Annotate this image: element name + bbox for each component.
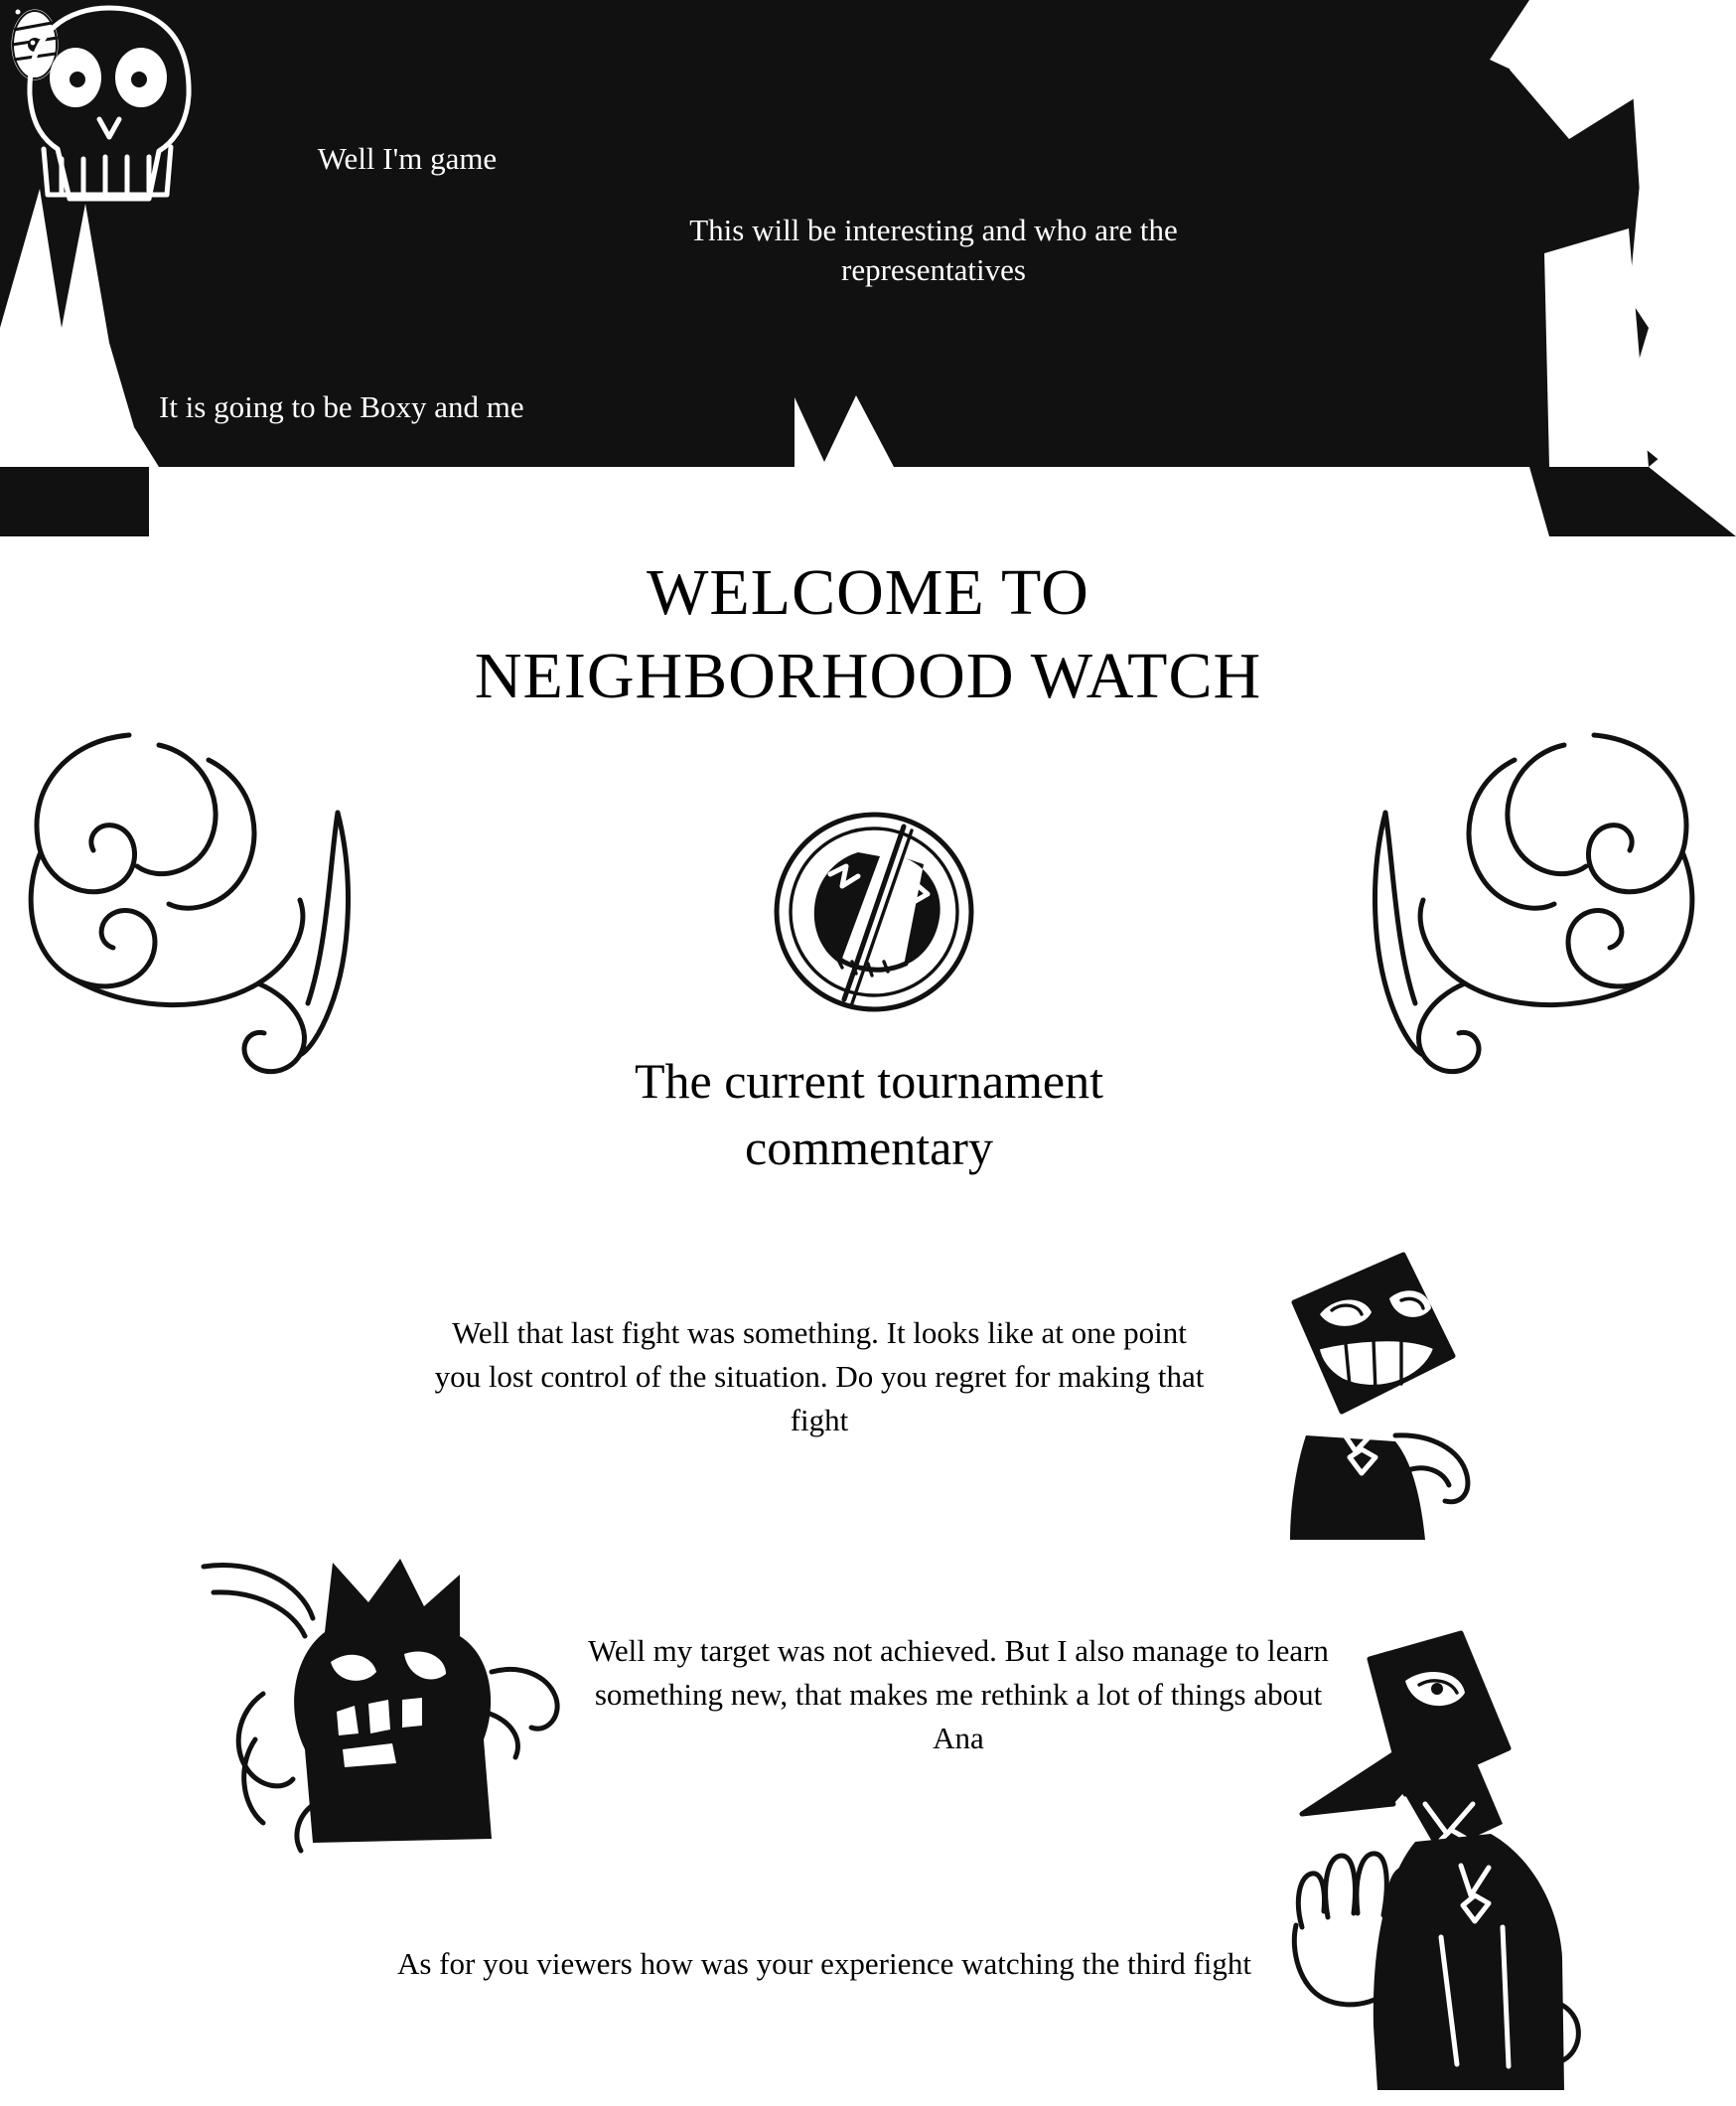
title-line-1: WELCOME TO	[647, 556, 1089, 629]
ink-swirl-flourish-right	[1281, 715, 1718, 1113]
skull-icon	[0, 0, 218, 219]
page-title	[0, 551, 1736, 719]
top-line-2: This will be interesting and who are the representatives	[689, 213, 1178, 287]
dialogue-line-3: As for you viewers how was your experience watching the third fight	[396, 1946, 1251, 1981]
shadow-skull-character	[194, 1545, 591, 1863]
ink-swirl-flourish-left	[10, 715, 437, 1113]
top-dialogue-panel	[0, 0, 1736, 536]
beaked-plague-character	[1266, 1629, 1584, 2096]
jester-mask-character	[1246, 1237, 1495, 1545]
dialogue-line-1: Well that last fight was something. It looks like at one point you lost control of the situation. Do you regret for making that fight	[434, 1315, 1205, 1438]
top-line-3: It is going to be Boxy and me	[159, 389, 524, 424]
subtitle-line-2: commentary	[745, 1120, 993, 1175]
broken-crest-emblem	[755, 805, 993, 1023]
title-line-2: NEIGHBORHOOD WATCH	[474, 640, 1262, 713]
subtitle	[397, 1048, 1341, 1181]
top-line-1: Well I'm game	[317, 141, 498, 176]
subtitle-line-1: The current tournament	[634, 1053, 1104, 1109]
dialogue-line-2: Well my target was not achieved. But I also manage to learn something new, that makes me rethink a lot of things about Ana	[588, 1633, 1329, 1756]
